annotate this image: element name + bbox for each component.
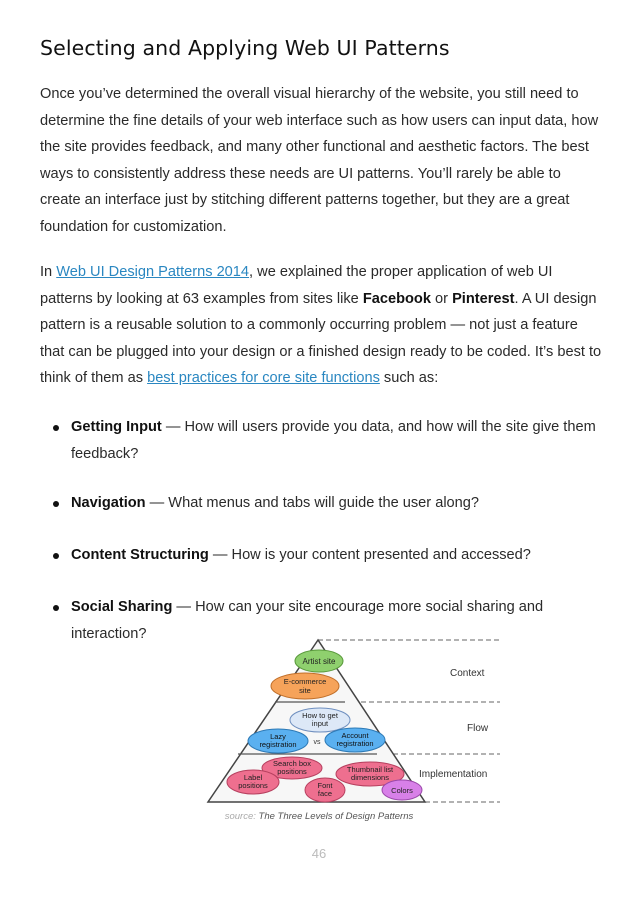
intro-paragraph: Once you’ve determined the overall visual hierarchy of the website, you still need to determine the fine details of your web interface such as how users can input data, how the site provides feedback, and many other functional and aesthetic factors. The best ways to consistently address these needs are UI patterns. You’ll rarely be able to create an interface just by stitching different patterns together, but they are a great foundation for customization. [40,86,599,235]
list-item [71,542,601,569]
bullet-term: Content Structuring [71,547,209,563]
implementation-level-label: Implementation [419,769,488,780]
text-run: In [40,264,57,280]
page-number: 46 [311,846,327,861]
patterns-paragraph [40,259,605,392]
ecommerce-site-label: site [299,686,311,695]
context-level-label: Context [450,668,485,679]
text-run: or [430,290,453,307]
lazy-registration-label: Lazy [270,732,286,741]
section-title: Selecting and Applying Web UI Patterns [40,36,450,60]
best-practices-link[interactable]: best practices for core site functions [147,370,380,386]
bullet-text: — What menus and tabs will guide the user along? [145,495,480,511]
font-face-label: Font [317,781,333,790]
web-ui-design-patterns-link[interactable]: Web UI Design Patterns 2014 [56,264,250,280]
font-face-label: face [317,789,333,798]
bullet-term: Social Sharing [71,599,173,615]
bullet-dot [53,553,59,559]
artist-site-label: Artist site [302,657,336,666]
search-box-positions-label: Search box [273,759,311,768]
design-pattern-pyramid-figure [205,636,500,811]
caption-source-title: The Three Levels of Design Patterns [258,811,414,822]
versus-label: vs [313,739,321,746]
bullet-text: — How can your site encourage more social sharing and interaction? [71,599,544,642]
bullet-text: — How is your content presented and accessed? [208,547,531,563]
list-item [71,414,601,467]
label-positions-label: Label [243,773,263,782]
thumbnail-list-dimensions-label: Thumbnail list [346,765,394,774]
figure-caption [0,811,638,822]
colors-label: Colors [391,786,413,795]
text-run: such as: [379,370,439,386]
caption-source-label: source: [224,811,256,822]
bullet-term: Navigation [71,495,146,511]
how-to-get-input-label: How to get [302,711,338,720]
bullet-dot [53,605,59,611]
bullet-dot [53,425,59,431]
label-positions-label: positions [238,781,268,790]
bullet-text: — How will users provide you data, and how will the site give them feedback? [71,419,596,462]
account-registration-label: Account [341,731,369,740]
text-run: , we explained the proper application of web UI patterns by looking at 63 examples from sites like [40,264,553,307]
bullet-dot [53,501,59,507]
text-run: . A UI design pattern is a reusable solution to a commonly occurring problem — not just a feature that can be plugged into your design or a finished design ready to be coded. It’s best to think of them as [40,290,602,386]
pinterest-term: Pinterest [452,290,515,307]
facebook-term: Facebook [362,290,431,307]
bullet-term: Getting Input [71,419,162,435]
flow-level-label: Flow [467,723,489,734]
list-item [71,490,601,517]
how-to-get-input-label: input [311,719,329,728]
thumbnail-list-dimensions-label: dimensions [351,773,389,782]
lazy-registration-label: registration [259,740,297,749]
account-registration-label: registration [336,739,374,748]
search-box-positions-label: positions [277,767,307,776]
ecommerce-site-label: E-commerce [283,677,327,686]
